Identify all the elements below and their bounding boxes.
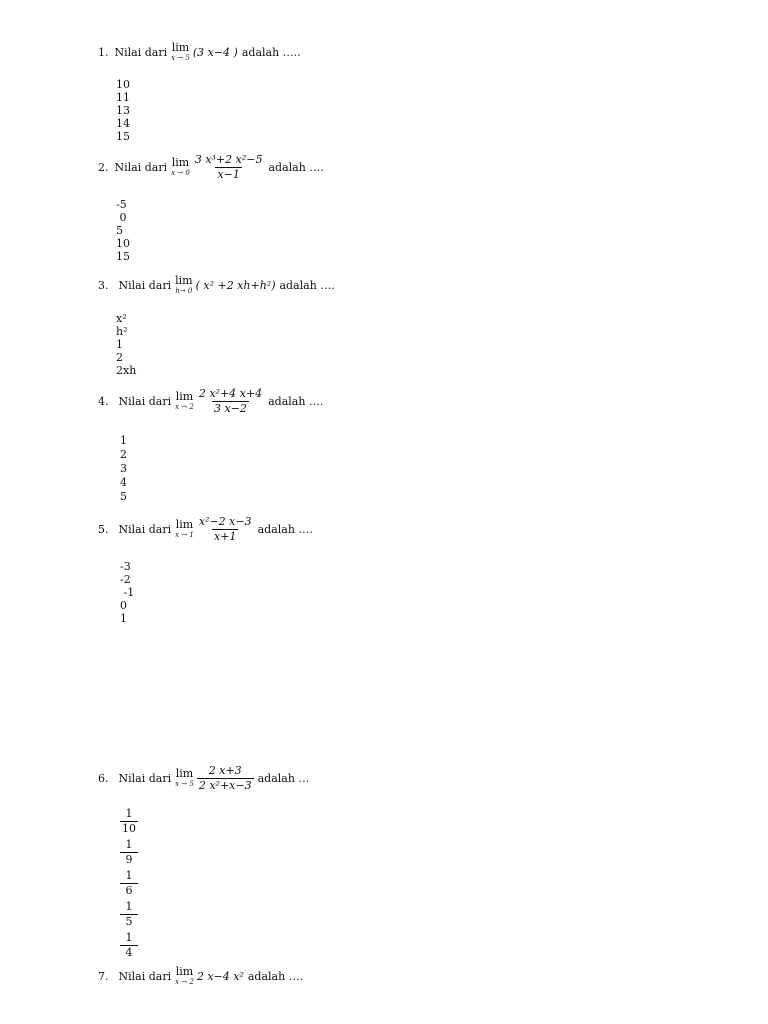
option: 13: [116, 104, 130, 117]
limit-expression: [175, 765, 253, 791]
numerator: 2 x²+4 x+4: [198, 387, 263, 400]
denominator: 3 x−2: [214, 401, 247, 415]
limit-body: ( x² +2 xh+h²): [195, 278, 276, 292]
fraction-option: 1 6: [120, 870, 138, 897]
denominator: 2 x²+x−3: [198, 778, 252, 792]
question-prefix: Nilai dari: [114, 45, 168, 59]
question-prefix: Nilai dari: [118, 969, 172, 983]
question-suffix: adalah ….: [257, 522, 313, 536]
question-number: 7.: [98, 969, 109, 983]
question-1: [98, 42, 301, 62]
question-prefix: Nilai dari: [118, 394, 172, 408]
question-2: [98, 154, 324, 180]
lim-word: lim: [175, 518, 194, 532]
option: 1: [120, 434, 127, 447]
numerator: x²−2 x−3: [198, 515, 252, 528]
question-suffix: adalah ….: [268, 160, 324, 174]
lim-word: lim: [175, 965, 194, 978]
question-5: [98, 516, 313, 542]
answer-options-2: [116, 198, 130, 263]
fraction-option: 1 10: [122, 807, 136, 835]
limit-body: (3 x−4 ): [192, 45, 238, 59]
limit-expression: [175, 516, 253, 542]
limit-expression: [175, 275, 275, 295]
question-prefix: Nilai dari: [118, 278, 172, 292]
option: 0: [116, 211, 127, 224]
option: 15: [116, 130, 130, 143]
option: 1: [116, 338, 123, 351]
question-number: 6.: [98, 771, 109, 785]
lim-subscript: h→ 0: [175, 287, 193, 295]
option: 0: [120, 599, 127, 612]
lim-subscript: x → 2: [175, 978, 194, 986]
question-number: 5.: [98, 522, 109, 536]
option: 4: [120, 476, 127, 489]
lim-subscript: x → 1: [175, 531, 194, 540]
lim-subscript: x → 2: [175, 403, 194, 412]
option: 11: [116, 91, 130, 104]
question-suffix: adalah ….: [247, 969, 304, 983]
option: 5: [116, 224, 123, 237]
question-prefix: Nilai dari: [118, 522, 172, 536]
option: -5: [116, 198, 127, 211]
denominator: x+1: [214, 529, 237, 543]
limit-expression: [171, 154, 264, 180]
option: 2: [120, 448, 127, 461]
question-suffix: adalah ….: [268, 394, 324, 408]
option: 3: [120, 462, 127, 475]
question-number: 4.: [98, 394, 109, 408]
option: 2xh: [116, 364, 137, 377]
answer-options-5: [120, 560, 134, 625]
question-3: [98, 275, 335, 295]
fraction-option: 1 4: [120, 932, 138, 959]
option: -1: [120, 586, 135, 599]
question-7: [98, 966, 303, 986]
question-suffix: adalah …..: [241, 45, 301, 59]
question-prefix: Nilai dari: [114, 160, 168, 174]
question-number: 2.: [98, 160, 109, 174]
lim-subscript: x → 5: [175, 780, 194, 789]
lim-word: lim: [171, 156, 190, 170]
limit-body: 2 x−4 x²: [196, 969, 244, 983]
option: 15: [116, 250, 130, 263]
limit-expression: [171, 42, 238, 62]
answer-options-4: [120, 434, 127, 504]
option: -2: [120, 573, 131, 586]
question-suffix: adalah …: [257, 771, 310, 785]
option: 1: [120, 612, 127, 625]
numerator: 3 x³+2 x²−5: [194, 153, 263, 166]
option: h²: [116, 325, 128, 338]
question-number: 1.: [98, 45, 109, 59]
option: 10: [116, 78, 130, 91]
fraction: [197, 388, 264, 414]
answer-options-3: [116, 312, 136, 377]
fraction: [197, 516, 254, 542]
lim-word: lim: [175, 274, 193, 287]
option: 10: [116, 237, 130, 250]
question-number: 3.: [98, 278, 109, 292]
question-4: [98, 388, 323, 414]
limit-expression: [175, 966, 244, 986]
question-prefix: Nilai dari: [118, 771, 172, 785]
option: -3: [120, 560, 131, 573]
question-suffix: adalah ….: [279, 278, 335, 292]
denominator: x−1: [217, 167, 240, 181]
answer-options-6: [120, 808, 138, 963]
lim-word: lim: [175, 390, 194, 404]
lim-word: lim: [175, 767, 194, 781]
fraction-option: 1 5: [120, 901, 138, 928]
option: 5: [120, 490, 127, 503]
numerator: 2 x+3: [208, 764, 242, 777]
question-6: [98, 765, 309, 791]
lim-subscript: x → 0: [171, 169, 190, 178]
lim-subscript: x → 5: [171, 54, 190, 62]
option: 14: [116, 117, 130, 130]
lim-word: lim: [171, 41, 190, 54]
option: 2: [116, 351, 123, 364]
answer-options-1: [116, 78, 130, 143]
option: x²: [116, 312, 127, 325]
limit-expression: [175, 388, 264, 414]
fraction-option: 1 9: [120, 839, 138, 866]
fraction: [197, 765, 254, 791]
fraction: [193, 154, 265, 180]
